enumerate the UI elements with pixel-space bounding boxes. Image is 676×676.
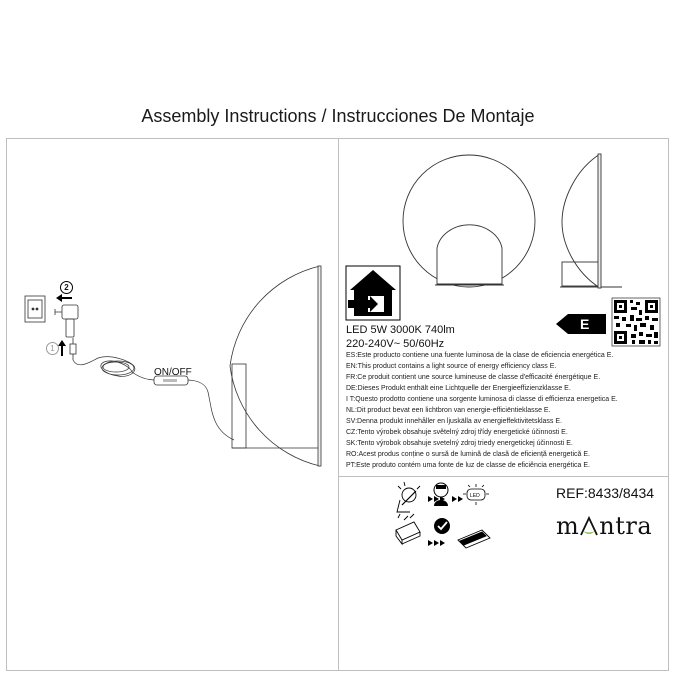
house-with-arrow-icon: [346, 266, 400, 320]
energy-label-ro: RO:Acest produs conține o sursă de lumină de clasă de eficiență energetică E.: [346, 451, 590, 458]
page-title: Assembly Instructions / Instrucciones De Montaje: [141, 106, 535, 126]
driver-broken-icon: [396, 514, 420, 544]
energy-label-fr: FR:Ce produit contient une source lumineuse de classe d'efficacité énergétique E.: [346, 374, 601, 381]
step-1-marker: 1: [46, 342, 59, 355]
energy-label-sv: SV:Denna produkt innehåller en ljuskälla av energieffektivitetsklass E.: [346, 418, 562, 425]
wall-socket-icon: [25, 296, 45, 322]
energy-label-cz: CZ:Tento výrobek obsahuje světelný zdroj třídy energetické účinnosti E.: [346, 429, 568, 436]
energy-label-pt: PT:Este produto contém uma fonte de luz de classe de eficiência energética E.: [346, 462, 590, 469]
spec-voltage: 220-240V~ 50/60Hz: [346, 338, 445, 350]
switch-label: ON/OFF: [154, 367, 192, 378]
step-2-marker: 2: [60, 281, 73, 294]
reference-number: REF:8433/8434: [556, 485, 655, 501]
lamp-drawing: [230, 266, 321, 466]
energy-label-sk: SK:Tento výrobok obsahuje svetelný zdroj triedy energetickej účinnosti E.: [346, 440, 573, 447]
qr-code-icon: [612, 298, 660, 346]
brand-logo-a-mark: [579, 515, 599, 537]
energy-label-nl: NL:Dit product bevat een lichtbron van energie-efficiëntieklasse E.: [346, 407, 551, 414]
lamp-side-view: [560, 154, 622, 288]
triple-arrow-icon: [452, 496, 463, 502]
plug-connector-icon: [70, 338, 76, 360]
bulb-not-replaceable-icon: [397, 482, 420, 512]
energy-class-letter: E: [580, 316, 590, 332]
brand-logo-text-end: ntra: [599, 512, 653, 540]
power-adapter-icon: [55, 305, 78, 337]
brand-logo: [556, 512, 652, 540]
energy-label-de: DE:Dieses Produkt enthält eine Lichtquelle der Energieeffizienzklasse E.: [346, 385, 571, 392]
led-icon-label: LED: [470, 493, 480, 499]
brand-logo-text-start: m: [556, 512, 580, 540]
triple-arrow-icon: [428, 540, 445, 546]
arrow-up-icon: [58, 340, 66, 356]
energy-label-it: I T:Questo prodotto contiene una sorgente luminosa di classe di efficienza energetica E.: [346, 396, 618, 403]
energy-label-es: ES:Este producto contiene una fuente luminosa de la clase de eficiencia energética E.: [346, 352, 614, 359]
technician-icon: [434, 483, 448, 506]
spec-power: LED 5W 3000K 740lm: [346, 324, 455, 336]
lamp-front-view: [403, 155, 535, 287]
energy-label-en: EN:This product contains a light source of energy efficiency class E.: [346, 363, 557, 370]
driver-replacement-icon: [458, 530, 490, 548]
check-icon: [434, 518, 450, 534]
arrow-left-icon: [56, 294, 72, 302]
